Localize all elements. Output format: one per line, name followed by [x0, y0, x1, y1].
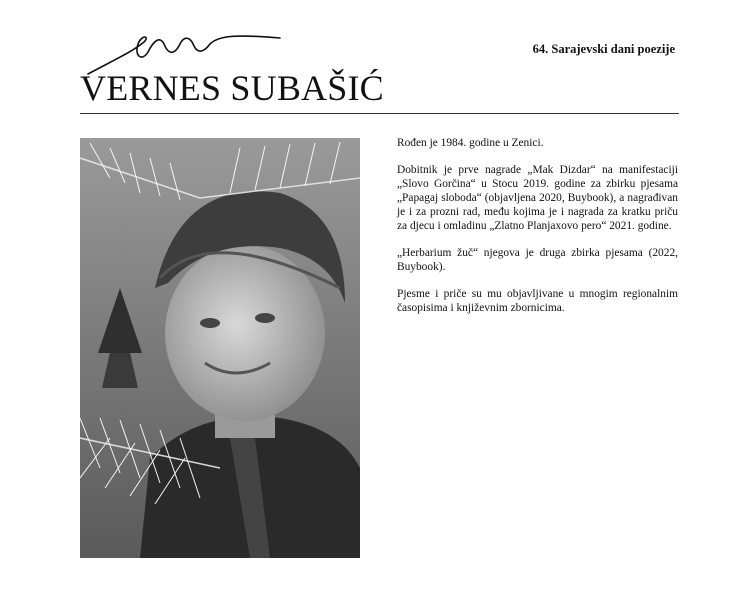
header-divider — [80, 113, 679, 114]
author-portrait-photo — [80, 138, 360, 558]
festival-title: 64. Sarajevski dani poezije — [532, 42, 675, 56]
bio-paragraph: Dobitnik je prve nagrade „Mak Dizdar“ na manifestaciji „Slovo Gorčina“ u Stocu 2019. godine za zbirku pjesama „Papagaj sloboda“ (objavljena 2020, Buybook), a nagrađivan je i za prozni rad, među kojima je i nagrada za kratku priču za djecu i omladinu „Zlatno Planjaxovo pero“ 2021. godine. — [397, 164, 678, 232]
author-biography — [397, 136, 678, 328]
bio-paragraph: „Herbarium žuč“ njegova je druga zbirka pjesama (2022, Buybook). — [397, 247, 678, 273]
bio-paragraph: Rođen je 1984. godine u Zenici. — [397, 137, 544, 149]
bio-paragraph: Pjesme i priče su mu objavljivane u mnogim regionalnim časopisima i književnim zbornicima. — [397, 288, 678, 314]
author-name: VERNES SUBAŠIĆ — [80, 68, 384, 108]
